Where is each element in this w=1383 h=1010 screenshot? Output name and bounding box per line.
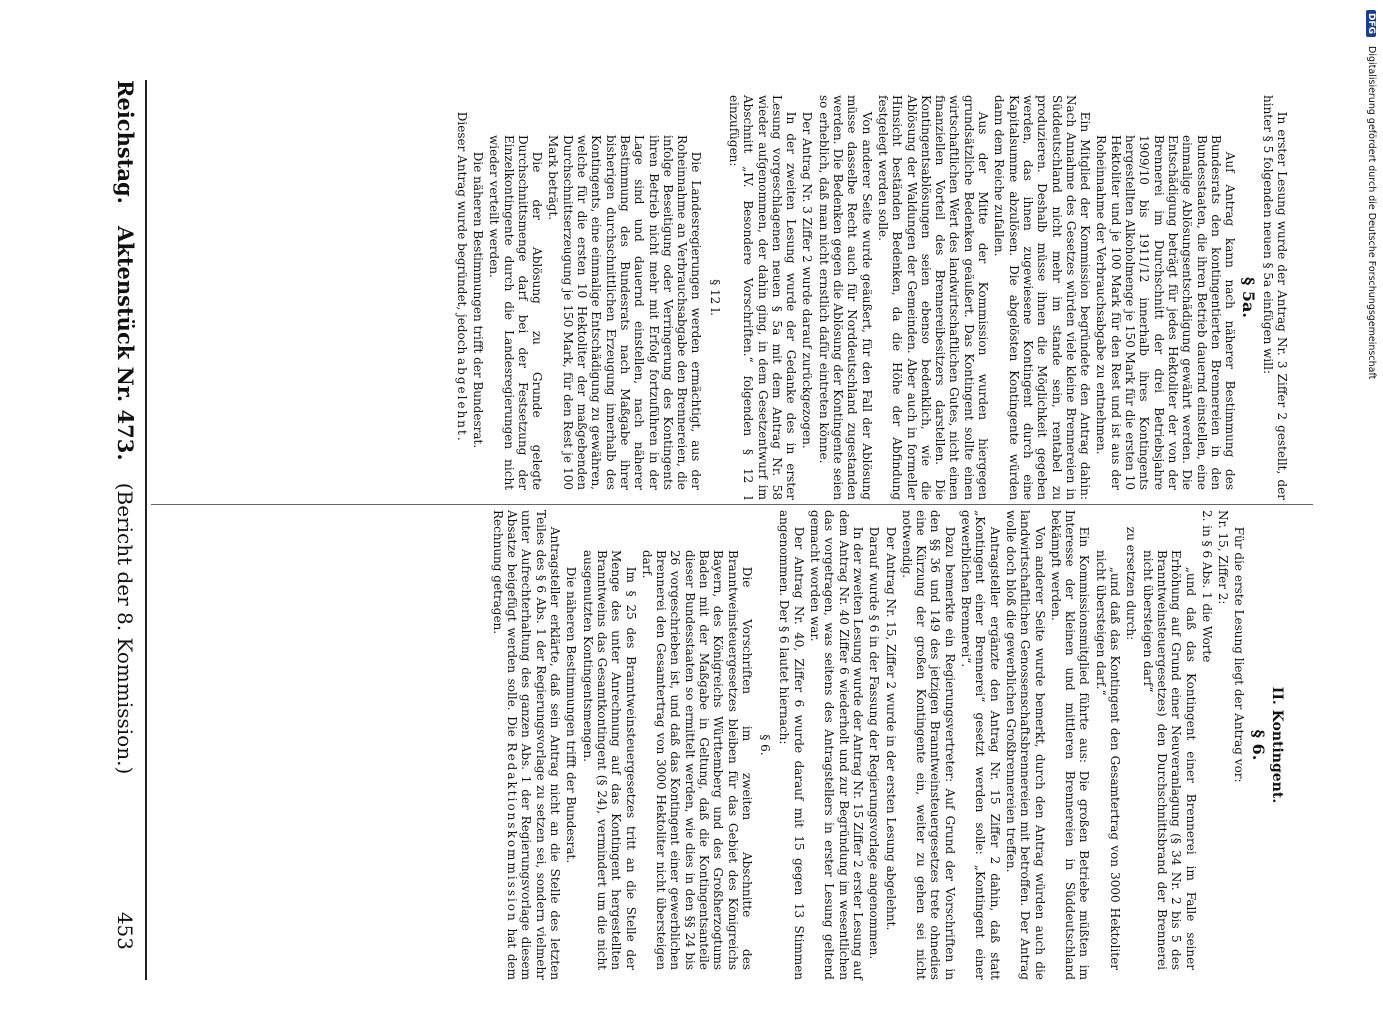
paragraph: Die Vorschriften im zweiten Abschnitte des Branntweinsteuergesetzes bleiben für das Gebiet des Königreichs Bayern, des Königreichs Württemberg und des Großherzogtums Baden mit der Maßgabe in Geltung, daß die Kontingentsanteile dieser Bundesstaaten so ermittelt werden, wie dies in den §§ 24 bis 26 vorgeschrieben ist, und daß das Kontingent einer gewerblichen Brennerei den Gesamtertrag von 3000 Hektoliter nicht übersteigen darf. (639, 550, 754, 970)
spaced-text: Redaktionskommission (505, 742, 520, 923)
paragraph: Die näheren Bestimmungen trifft der Bundesrat. (470, 151, 485, 449)
header-right: (Bericht der 8. Kommission.) (113, 482, 137, 775)
paragraph: In erster Lesung wurde der Antrag Nr. 3 Ziffer 2 gestellt, der hinter § 5 folgenden neuen § 5a einfügen will: (1260, 95, 1289, 500)
dfg-logo: DFG (1366, 10, 1376, 37)
paragraph (454, 95, 468, 500)
section-heading: § 6. (1248, 729, 1268, 761)
paragraph: Die der Ablösung zu Grunde gelegte Durchschnittsmenge darf bei der Festsetzung der Einzelkontingente durch die Landesregierungen nicht wieder verteilt werden. (487, 135, 545, 490)
text: Antragsteller erklärte, daß sein Antrag nicht an die Stelle des letzten Teiles des § 6 Abs. 1 der Regierungsvorlage zu setzen sei, sondern vielmehr unter Aufrechterhaltung des ganzen Abs. 1 der Regierungsvorlage diesem Absatze beigefügt werden solle. Die (505, 510, 563, 980)
paragraph: In der zweiten Lesung wurde der Gedanke des in erster Lesung vorgeschlagenen neuen § 5a mit dem Antrag Nr. 58 wieder aufgenommen, der dahin ging, in dem Gesetzentwurf im Abschnitt „IV. Besondere Vorschriften.“ folgenden § 12 l einzufügen: (727, 95, 799, 500)
paragraph: Der Antrag Nr. 40, Ziffer 6 wurde darauf mit 15 gegen 13 Stimmen angenommen. Der § 6 lautet hiernach: (777, 510, 806, 980)
column-divider (151, 504, 1313, 505)
paragraph: Ein Mitglied der Kommission begründete den Antrag dahin: Nach Annahme des Gesetzes würden viele kleine Brennereien in Süddeutschland nicht mehr im stande sein, rentabel zu produzieren. Deshalb müsse ihnen die Möglichkeit gegeben werden, das ihnen zugewiesene Kontingent durch eine Kapitalsumme abzulösen. Die abgelösten Kontingente würden dann dem Reiche zufallen. (992, 95, 1093, 500)
text: hat dem Rechnung getragen. (490, 510, 520, 980)
paragraph: In der zweiten Lesung wurde der Antrag Nr. 15 Ziffer 2 erster Lesung auf dem Antrag Nr. 40 Ziffer 6 wiederholt und zur Begründung im wesentlichen das vorgetragen, was seitens des Antragstellers in erster Lesung geltend gemacht worden war. (808, 510, 865, 980)
paragraph: Dazu bemerkte ein Regierungsvertreter: Auf Grund der Vorschriften in den §§ 36 und 149 des jetzigen Branntweinsteuergesetzes trete ohnedies eine Kürzung der großen Kontingente ein, weiter zu gehen sei nicht notwendig. (899, 510, 957, 980)
funding-note: Digitalisierung gefördert durch die Deutsche Forschungsgemeinschaft (1366, 46, 1377, 380)
paragraph: „und daß das Kontingent den Gesamtertrag von 3000 Hektoliter nicht übersteigen darf.“ (1093, 550, 1123, 970)
paragraph: zu ersetzen durch: (1124, 526, 1139, 641)
paragraph: Der Antrag Nr. 15, Ziffer 2 wurde in der ersten Lesung abgelehnt. (883, 526, 898, 931)
spaced-text: abgelehnt. (454, 358, 469, 443)
quote (1140, 510, 1197, 980)
paragraph: Von anderer Seite wurde geäußert, für den Fall der Ablösung müsse dasselbe Recht auch für Norddeutschland zugestanden werden. Die Bedenken gegen die Ablösung der Kontingente seien so erheblich, daß man nicht ernstlich dafür eintreten könne. (816, 95, 874, 500)
paragraph (491, 510, 562, 980)
section-heading: II. Kontingent. (1269, 686, 1285, 804)
paragraph: Auf Antrag kann nach näherer Bestimmung des Bundesrats den kontingentierten Brennereien in den Bundesstaaten, die ihren Betrieb dauernd einstellen, eine einmalige Ablösungsentschädigung gewährt werden. Die Entschädigung beträgt für jedes Hektoliter der von der Brennerei im Durchschnitt der drei Betriebsjahre 1909/10 bis 1911/12 innerhalb ihres Kontingents hergestellten Alkoholmenge je 150 Mark für die ersten 10 Hektoliter und je 100 Mark für den Rest und ist aus der Roheinnahme der Verbrauchsabgabe zu entnehmen. (1094, 135, 1238, 490)
paragraph: „und daß das Kontingent einer Brennerei im Falle seiner Erhöhung auf Grund einer Neuveranlagung (§ 34 Nr. 2 bis 5 des Branntweinsteuergesetzes) den Durchschnittsbrand der Brennerei nicht übersteigen darf“ (1140, 550, 1198, 970)
quote (1093, 510, 1122, 980)
page-number: 453 (113, 911, 137, 950)
section-heading: § 6. (758, 734, 773, 756)
funding-footer (1366, 0, 1377, 1010)
text: Dieser Antrag wurde begründet, jedoch (454, 111, 469, 355)
law-text (471, 95, 704, 500)
section-heading: § 12 l. (707, 279, 722, 316)
law-text (564, 510, 754, 980)
paragraph: Nr. 15, Ziffer 2: (1216, 510, 1231, 605)
running-header (113, 80, 138, 980)
paragraph: Die näheren Bestimmungen trifft der Bundesrat. (564, 566, 579, 864)
paragraph: Aus der Mitte der Kommission wurden hiergegen grundsätzliche Bedenken geäußert. Das Kontingent sollte einen wirtschaftlichen Wert des landwirtschaftlichen Gutes, nicht einen finanziellen Vorteil des Brennereibesitzers darstellen. Die Kontingentsablösungen seien ebenso bedenklich, wie die Ablösung der Waldungen der Gemeinden. Aber auch in formeller Hinsicht beständen Bedenken, da die Höhe der Abfindung festgelegt werden solle. (875, 95, 991, 500)
paragraph: 2. in § 6 Abs. 1 die Worte (1199, 510, 1214, 663)
header-middle: Aktenstück Nr. 473. (113, 225, 138, 461)
paragraph: Für die erste Lesung liegt der Antrag vor: (1232, 526, 1247, 783)
law-text (1094, 95, 1237, 500)
header-left: Reichstag. (113, 80, 138, 204)
paragraph: Im § 25 des Branntweinsteuergesetzes tritt an die Stelle der Menge des unter Anrechnung auf das Kontingent hergestellten Branntweins das Gesamtkontingent (§ 24), vermindert um die nicht ausgenutzten Kontingentsmengen. (580, 550, 638, 970)
section-heading: § 5a. (1239, 276, 1259, 318)
paragraph: Darauf wurde § 6 in der Fassung der Regierungsvorlage angenommen. (867, 526, 882, 960)
paragraph: Ein Kommissionsmitglied führte aus: Die großen Betriebe müßten im Interesse der kleinen und mittleren Brennereien in Süddeutschland bekämpft werden. (1048, 510, 1092, 980)
left-column (452, 95, 1289, 500)
header-rule (145, 80, 147, 980)
paragraph: Von anderer Seite wurde bemerkt, durch den Antrag würden auch die landwirtschaftlichen Genossenschaftsbrennereien mit betroffen. Der Antrag wolle doch bloß die gewerblichen Großbrennereien treffen. (1003, 510, 1047, 980)
paragraph: Die Landesregierungen werden ermächtigt, aus der Roheinnahme an Verbrauchsabgabe den Brennereien, die infolge Beseitigung oder Verringerung des Kontingents ihren Betrieb nicht mehr mit Erfolg fortzuführen in der Lage sind und dauernd einstellen, nach näherer Bestimmung des Bundesrats nach Maßgabe ihrer bisherigen durchschnittlichen Erzeugung innerhalb des Kontingents, eine einmalige Entschädigung zu gewähren, welche für die ersten 10 Hektoliter der maßgebenden Durchschnittserzeugung je 150 Mark, für den Rest je 100 Mark beträgt. (546, 135, 704, 490)
paragraph: Der Antrag Nr. 3 Ziffer 2 wurde darauf zurückgezogen. (800, 111, 815, 449)
paragraph: Antragsteller ergänzte den Antrag Nr. 15 Ziffer 2 dahin, daß statt „Kontingent einer Brennerei“ gesetzt werden solle: „Kontingent einer gewerblichen Brennerei“. (959, 510, 1002, 980)
right-column (489, 510, 1289, 980)
